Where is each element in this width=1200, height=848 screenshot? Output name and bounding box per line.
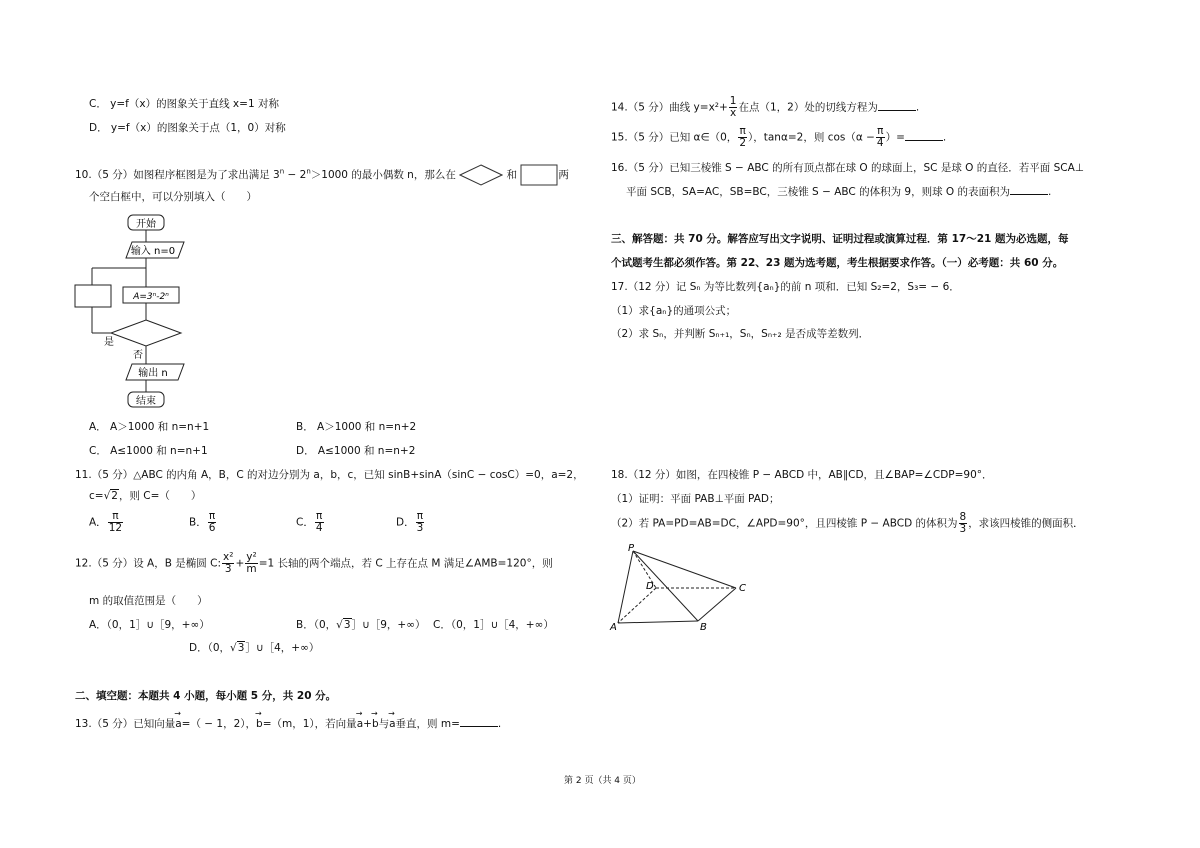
- q15-answer-blank: [905, 130, 943, 141]
- q16-answer-blank: [1010, 184, 1048, 195]
- page-footer: 第 2 页（共 4 页）: [564, 776, 641, 786]
- flow-no-label: 否: [133, 350, 143, 361]
- q18-part-2: （2）若 PA=PD=AB=DC，∠APD=90°，且四棱锥 P − ABCD 的体积为 $\frac{8}{3}$ ，求该四棱锥的侧面积．: [611, 511, 1084, 536]
- flow-input-label: 输入 n=0: [130, 246, 176, 257]
- q10-option-d: D． A≤1000 和 n=n+2: [296, 445, 416, 457]
- pyramid-label-a: A: [610, 622, 617, 633]
- section-2-heading: 二、填空题：本题共 4 小题，每小题 5 分，共 20 分。: [75, 690, 337, 702]
- section-3-heading-line2: 个试题考生都必须作答。第 22、23 题为选考题，考生根据要求作答。（一）必考题：共 60 分。: [611, 257, 1064, 269]
- q10-option-a: A． A＞1000 和 n=n+1: [89, 421, 210, 433]
- q11-option-d: D． $\frac{\pi}{3}$: [396, 510, 424, 535]
- diamond-blank-icon: [459, 164, 503, 186]
- flow-yes-label: 是: [104, 337, 114, 348]
- q11-option-a: A． $\frac{\pi}{12}$: [89, 510, 123, 535]
- q17-part-2: （2）求 Sₙ，并判断 Sₙ₊₁，Sₙ，Sₙ₊₂ 是否成等差数列．: [611, 328, 870, 340]
- flow-start-label: 开始: [136, 219, 156, 230]
- flow-output-label: 输出 n: [138, 368, 168, 379]
- q10-option-b: B． A＞1000 和 n=n+2: [296, 421, 417, 433]
- q12-option-a: A．（0，1］∪［9，+∞）: [89, 619, 210, 631]
- q9-option-d: D． y=f（x）的图象关于点（1，0）对称: [89, 122, 286, 134]
- q17-stem: 17.（12 分）记 Sₙ 为等比数列{aₙ}的前 n 项和．已知 S₂=2，S₃= − 6．: [611, 281, 960, 293]
- q10-option-c: C． A≤1000 和 n=n+1: [89, 445, 208, 457]
- q15-stem: 15.（5 分）已知 α∈（0， $\frac{\pi}{2}$ ），tanα=2，则 cos（α − $\frac{\pi}{4}$ ）= .: [611, 125, 947, 150]
- q12-stem-line2: m 的取值范围是（ ）: [89, 595, 208, 607]
- q17-part-1: （1）求{aₙ}的通项公式；: [611, 305, 737, 317]
- q14-answer-blank: [878, 100, 916, 111]
- q18-part-1: （1）证明：平面 PAB⊥平面 PAD；: [611, 493, 780, 505]
- pyramid-label-b: B: [700, 622, 707, 633]
- flow-assign-label: A=3ⁿ-2ⁿ: [133, 292, 169, 302]
- q11-stem-line2: c=√2，则 C=（ ）: [89, 490, 202, 502]
- q11-stem: 11.（5 分）△ABC 的内角 A，B，C 的对边分别为 a，b，c，已知 sinB+sinA（sinC − cosC）=0，a=2，: [75, 469, 584, 481]
- pyramid-diagram: [608, 541, 758, 636]
- flow-end-label: 结束: [136, 396, 156, 407]
- q13-answer-blank: [460, 716, 498, 727]
- q9-option-c: C． y=f（x）的图象关于直线 x=1 对称: [89, 98, 279, 110]
- q14-stem: 14.（5 分）曲线 y=x²+ $\frac{1}{x}$ 在点（1，2）处的切线方程为 .: [611, 95, 920, 120]
- q12-option-c: C．（0，1］∪［4，+∞）: [433, 619, 554, 631]
- q12-option-d: D．（0，√3］∪［4，+∞）: [189, 642, 320, 654]
- flow-blank-rect: [75, 285, 111, 307]
- pyramid-label-c: C: [739, 583, 746, 594]
- q16-stem: 16.（5 分）已知三棱锥 S − ABC 的所有顶点都在球 O 的球面上，SC 是球 O 的直径．若平面 SCA⊥: [611, 162, 1084, 174]
- q16-stem-line2: 平面 SCB，SA=AC，SB=BC，三棱锥 S − ABC 的体积为 9，则球 O 的表面积为 .: [626, 186, 1052, 198]
- pyramid-label-p: P: [628, 543, 635, 554]
- section-3-heading: 三、解答题：共 70 分。解答应写出文字说明、证明过程或演算过程．第 17～21 题为必选题，每: [611, 233, 1069, 245]
- q18-stem: 18.（12 分）如图，在四棱锥 P − ABCD 中，AB∥CD，且∠BAP=∠CDP=90°．: [611, 469, 993, 481]
- flowchart-diagram: [70, 212, 190, 412]
- q12-option-b: B．（0，√3］∪［9，+∞）: [296, 619, 426, 631]
- q12-stem: 12.（5 分）设 A，B 是椭圆 C: $\frac{\text{x²}}{3}$ + $\frac{\text{y²}}{m}$ =1 长轴的两个端点，若 C 上存在点 M 满足∠AMB=120°，则: [75, 551, 553, 576]
- q11-option-b: B． $\frac{\pi}{6}$: [189, 510, 216, 535]
- rect-blank-icon: [520, 164, 558, 186]
- pyramid-label-d: D: [646, 581, 654, 592]
- q10-stem-line2: 个空白框中，可以分别填入（ ）: [89, 191, 257, 203]
- q13-stem: 13.（5 分）已知向量→ a=（ − 1，2），→ b=（m，1），若向量→ a+→ b与→ a垂直，则 m= .: [75, 716, 501, 731]
- q10-stem: 10.（5 分）如图程序框图是为了求出满足 $3^n - 2^n>1000$ 的最小偶数 n，那么在 和 两: [75, 164, 569, 186]
- flow-decision-diamond: [111, 320, 181, 346]
- q11-option-c: C． $\frac{\pi}{4}$: [296, 510, 323, 535]
